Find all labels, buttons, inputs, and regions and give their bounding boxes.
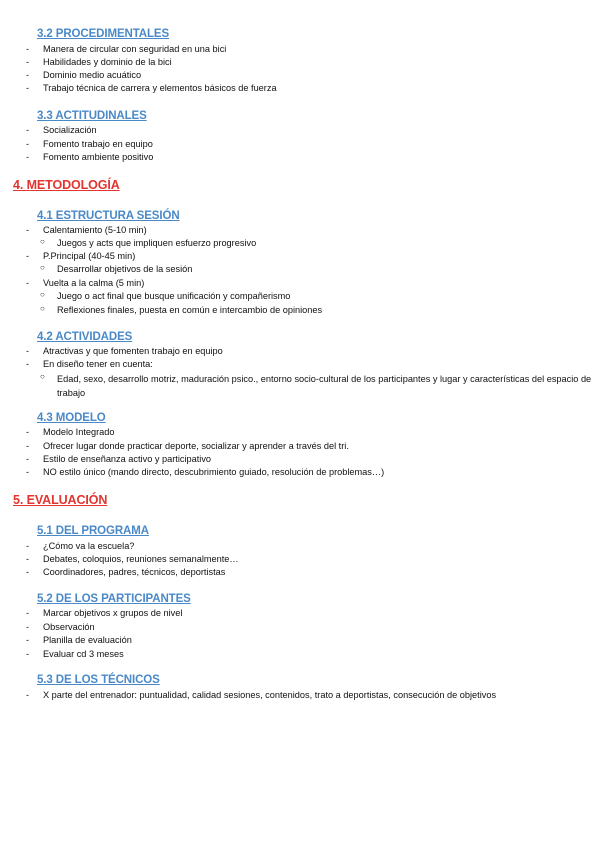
sub-list-item [0, 305, 600, 318]
list-item-text: Ofrecer lugar donde practicar deporte, socializar y aprender a través del tri. [43, 441, 349, 451]
list-item [0, 44, 600, 57]
list-item [0, 427, 600, 440]
list-item [0, 467, 600, 480]
bullet-dash: - [26, 441, 30, 451]
bullet-dash: - [26, 359, 30, 369]
list-item-text: Vuelta a la calma (5 min) [43, 278, 145, 288]
bullet-dash: - [26, 622, 30, 632]
bullet-circle: ○ [40, 263, 45, 272]
bullet-dash: - [26, 635, 30, 645]
list-item-text: Edad, sexo, desarrollo motriz, maduración psico., entorno socio-cultural de los participantes y lugar y características del espacio de trabajo [57, 374, 592, 398]
bullet-dash: - [26, 690, 30, 700]
list-item-text: Manera de circular con seguridad en una bici [43, 44, 227, 54]
list-item-text: Reflexiones finales, puesta en común e intercambio de opiniones [57, 305, 323, 315]
list-item [0, 554, 600, 567]
section-heading-actividades: 4.2 ACTIVIDADES [37, 331, 133, 343]
section-heading-de-los-participantes: 5.2 DE LOS PARTICIPANTES [37, 593, 191, 605]
list-item-text: Habilidades y dominio de la bici [43, 57, 172, 67]
bullet-dash: - [26, 454, 30, 464]
list-item [0, 649, 600, 662]
list-item-text: Marcar objetivos x grupos de nivel [43, 608, 183, 618]
list-item [0, 225, 600, 238]
list-item-text: Observación [43, 622, 95, 632]
bullet-dash: - [26, 467, 30, 477]
section-heading-del-programa: 5.1 DEL PROGRAMA [37, 525, 149, 537]
sub-list-item [0, 373, 600, 401]
list-item-text: Dominio medio acuático [43, 70, 142, 80]
sub-list-item [0, 238, 600, 251]
chapter-heading-evaluacion: 5. EVALUACIÓN [13, 493, 108, 507]
list-item [0, 541, 600, 554]
list-item-text: En diseño tener en cuenta: [43, 359, 153, 369]
bullet-dash: - [26, 125, 30, 135]
bullet-dash: - [26, 251, 30, 261]
list-item [0, 346, 600, 359]
list-item [0, 278, 600, 291]
list-item-text: Calentamiento (5-10 min) [43, 225, 147, 235]
list-item-text: Planilla de evaluación [43, 635, 132, 645]
list-item [0, 454, 600, 467]
list-item [0, 57, 600, 70]
list-item [0, 608, 600, 621]
bullet-dash: - [26, 139, 30, 149]
sub-list-item [0, 291, 600, 304]
list-item [0, 635, 600, 648]
list-item-text: ¿Cómo va la escuela? [43, 541, 135, 551]
bullet-circle: ○ [40, 290, 45, 299]
list-item-text: Modelo Integrado [43, 427, 115, 437]
list-item-text: Fomento ambiente positivo [43, 152, 154, 162]
bullet-dash: - [26, 541, 30, 551]
list-item [0, 690, 600, 703]
bullet-circle: ○ [40, 237, 45, 246]
chapter-heading-metodologia: 4. METODOLOGÍA [13, 178, 120, 192]
list-item [0, 70, 600, 83]
list-item-text: Debates, coloquios, reuniones semanalmente… [43, 554, 239, 564]
section-heading-modelo: 4.3 MODELO [37, 412, 106, 424]
section-heading-procedimentales: 3.2 PROCEDIMENTALES [37, 28, 170, 40]
bullet-dash: - [26, 225, 30, 235]
list-item-text: Coordinadores, padres, técnicos, deportistas [43, 567, 226, 577]
list-item [0, 83, 600, 96]
bullet-dash: - [26, 57, 30, 67]
list-item-text: Juegos y acts que impliquen esfuerzo progresivo [57, 238, 257, 248]
list-item [0, 567, 600, 580]
list-item-text: Evaluar cd 3 meses [43, 649, 124, 659]
bullet-dash: - [26, 44, 30, 54]
list-item-text: Estilo de enseñanza activo y participativo [43, 454, 212, 464]
list-item-text: X parte del entrenador: puntualidad, calidad sesiones, contenidos, trato a deportistas, consecución de objetivos [43, 690, 497, 700]
bullet-circle: ○ [40, 304, 45, 313]
list-item-text: P.Principal (40-45 min) [43, 251, 136, 261]
bullet-dash: - [26, 278, 30, 288]
list-item [0, 359, 600, 372]
list-item-text: Trabajo técnica de carrera y elementos básicos de fuerza [43, 83, 277, 93]
list-item [0, 152, 600, 165]
sub-list-item [0, 264, 600, 277]
list-item [0, 251, 600, 264]
bullet-dash: - [26, 427, 30, 437]
list-item-text: Socialización [43, 125, 97, 135]
section-heading-estructura-sesion: 4.1 ESTRUCTURA SESIÓN [37, 210, 180, 222]
bullet-dash: - [26, 608, 30, 618]
list-item [0, 125, 600, 138]
list-item [0, 622, 600, 635]
list-item-text: NO estilo único (mando directo, descubrimiento guiado, resolución de problemas…) [43, 467, 385, 477]
bullet-dash: - [26, 567, 30, 577]
bullet-dash: - [26, 83, 30, 93]
list-item [0, 441, 600, 454]
bullet-dash: - [26, 152, 30, 162]
list-item-text: Desarrollar objetivos de la sesión [57, 264, 193, 274]
bullet-circle: ○ [40, 372, 45, 381]
section-heading-actitudinales: 3.3 ACTITUDINALES [37, 110, 147, 122]
section-heading-de-los-tecnicos: 5.3 DE LOS TÉCNICOS [37, 674, 160, 686]
bullet-dash: - [26, 70, 30, 80]
list-item-text: Fomento trabajo en equipo [43, 139, 153, 149]
list-item-text: Juego o act final que busque unificación y compañerismo [57, 291, 291, 301]
bullet-dash: - [26, 554, 30, 564]
bullet-dash: - [26, 649, 30, 659]
bullet-dash: - [26, 346, 30, 356]
list-item-text: Atractivas y que fomenten trabajo en equipo [43, 346, 223, 356]
list-item [0, 139, 600, 152]
